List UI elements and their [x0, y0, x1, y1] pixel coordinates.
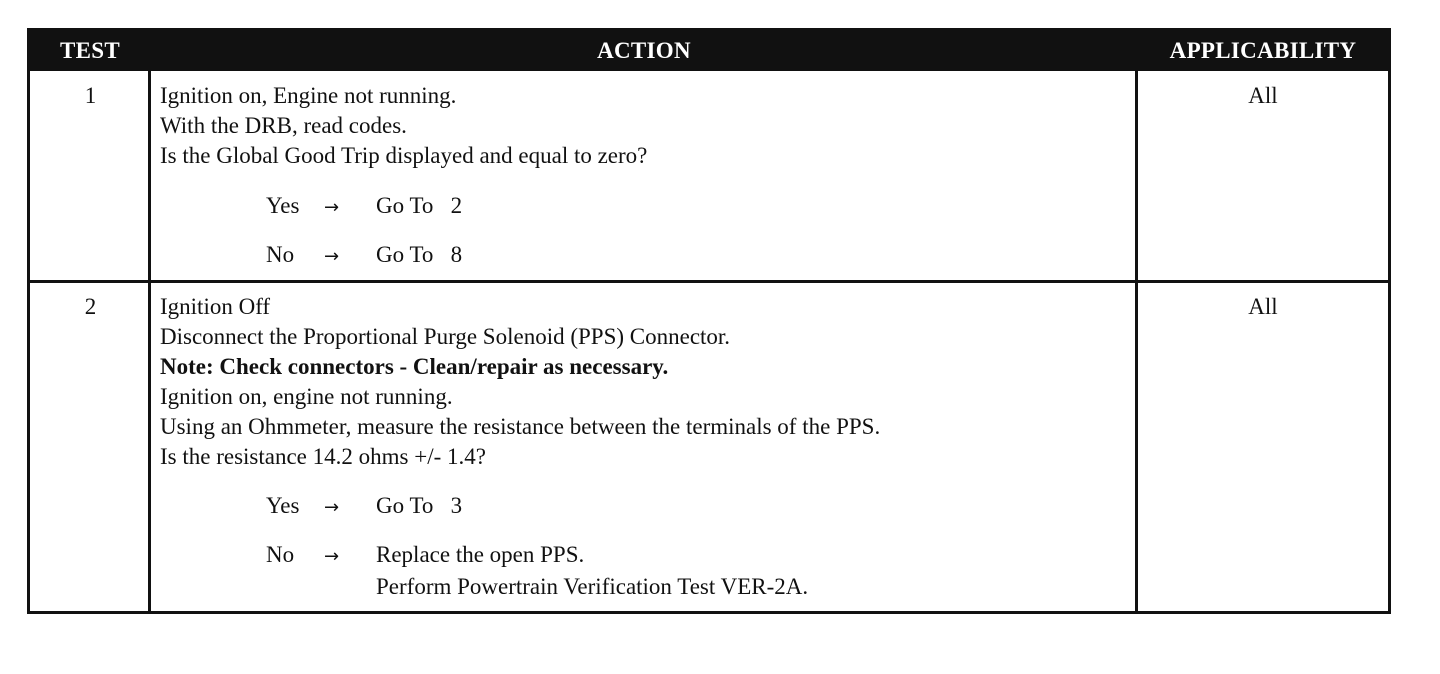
row-2-action — [160, 292, 1130, 472]
right-arrow-icon: → — [324, 546, 340, 567]
action-line: Ignition on, Engine not running. — [160, 83, 457, 108]
table-header — [30, 31, 1388, 71]
row-1-applicability: All — [1248, 83, 1278, 108]
header-action: ACTION — [597, 38, 691, 63]
action-line: With the DRB, read codes. — [160, 113, 407, 138]
row-2-yes-branch — [266, 491, 462, 523]
action-line: Disconnect the Proportional Purge Solenoid (PPS) Connector. — [160, 324, 731, 349]
yes-result: Go To 2 — [376, 193, 463, 218]
yes-label: Yes — [266, 493, 300, 518]
action-line: Is the Global Good Trip displayed and equal to zero? — [160, 143, 648, 168]
action-line: Is the resistance 14.2 ohms +/- 1.4? — [160, 444, 486, 469]
row-2-applicability: All — [1248, 294, 1278, 319]
row-1-yes-branch — [266, 191, 462, 223]
row-1-action — [160, 81, 1130, 171]
action-line: Ignition Off — [160, 294, 271, 319]
no-result: Go To 8 — [376, 242, 463, 267]
row-2-test-number: 2 — [84, 294, 97, 319]
no-label: No — [266, 242, 295, 267]
column-divider — [1135, 71, 1138, 611]
action-line: Ignition on, engine not running. — [160, 384, 453, 409]
row-1-test-number: 1 — [84, 83, 97, 108]
no-label: No — [266, 542, 295, 567]
header-applicability: APPLICABILITY — [1169, 38, 1357, 63]
right-arrow-icon: → — [324, 497, 340, 518]
yes-label: Yes — [266, 193, 300, 218]
column-divider — [148, 71, 151, 611]
no-result: Replace the open PPS. — [376, 542, 585, 567]
row-1-no-branch — [266, 240, 462, 272]
right-arrow-icon: → — [324, 246, 340, 267]
right-arrow-icon: → — [324, 197, 340, 218]
yes-result: Go To 3 — [376, 493, 463, 518]
row-2-no-branch — [266, 540, 808, 602]
row-divider — [30, 280, 1388, 283]
action-line: Using an Ohmmeter, measure the resistance between the terminals of the PPS. — [160, 414, 881, 439]
header-test: TEST — [59, 38, 120, 63]
no-result-line-2: Perform Powertrain Verification Test VER-2A. — [376, 574, 809, 599]
action-note: Note: Check connectors - Clean/repair as necessary. — [160, 354, 669, 379]
diagnostic-table — [27, 28, 1391, 614]
